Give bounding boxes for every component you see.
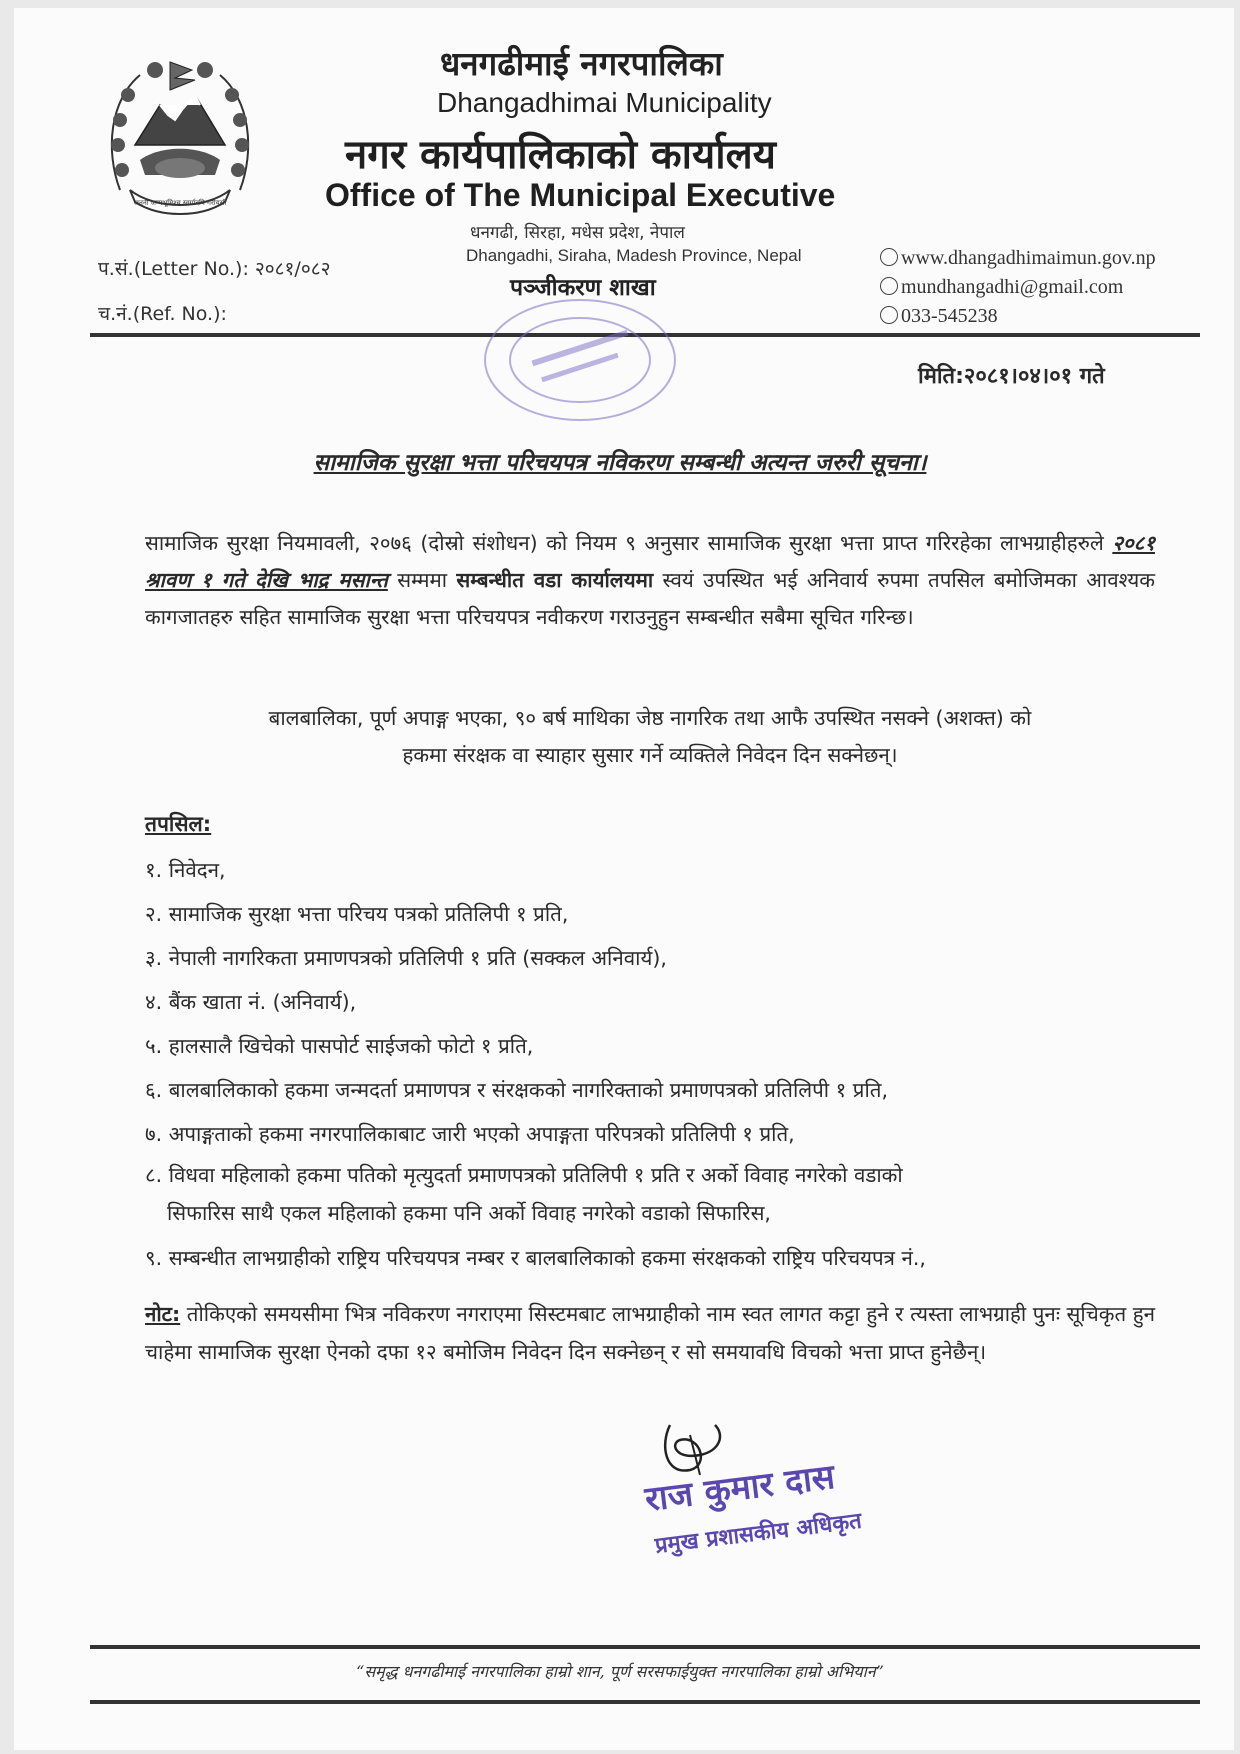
website-line: [880, 247, 1156, 270]
address-np: धनगढी, सिरहा, मधेस प्रदेश, नेपाल: [470, 223, 685, 243]
list-item: ३. नेपाली नागरिकता प्रमाणपत्रको प्रतिलिपी १ प्रति (सक्कल अनिवार्य),: [145, 946, 667, 970]
p1-ward-office: सम्बन्धीत वडा कार्यालयमा: [456, 568, 654, 592]
note-paragraph: [145, 1295, 1155, 1371]
phone-icon: [880, 306, 898, 324]
footer-divider-top: [90, 1645, 1200, 1649]
note-label: नोट:: [145, 1302, 181, 1326]
body-paragraph-1: [145, 525, 1155, 636]
branch-name: पञ्जीकरण शाखा: [510, 274, 656, 301]
list-item-8-line-1: ८. विधवा महिलाको हकमा पतिको मृत्युदर्ता प्रमाणपत्रको प्रतिलिपी १ प्रति र अर्को विवाह नगरेको वडाको: [145, 1163, 903, 1187]
reference-number: च.नं.(Ref. No.):: [98, 303, 227, 325]
list-item: १. निवेदन,: [145, 858, 226, 882]
office-stamp-icon: [470, 280, 690, 430]
p1-deadline: २०८१ श्रावण १ गते देखि भाद्र मसान्त: [145, 531, 1155, 592]
municipality-name-np: धनगढीमाई नगरपालिका: [440, 44, 723, 83]
list-item: [145, 1156, 1155, 1236]
p1-text-e: स्वयं उपस्थित भई अनिवार्य रुपमा तपसिल बमोजिमका आवश्यक कागजातहरु सहित सामाजिक सुरक्षा भत्ता परिचयपत्र नवीकरण गराउनुहुन सम्बन्धीत सबैमा सूचित गरिन्छ।: [145, 568, 1155, 629]
p2-line-2: हकमा संरक्षक वा स्याहार सुसार गर्ने व्यक्तिले निवेदन दिन सक्नेछन्।: [402, 743, 898, 767]
p2-line-1: बालबालिका, पूर्ण अपाङ्ग भएका, ९० बर्ष माथिका जेष्ठ नागरिक तथा आफै उपस्थित नसक्ने (अशक्त) को: [268, 706, 1032, 730]
body-paragraph-2: [145, 700, 1155, 774]
address-en: Dhangadhi, Siraha, Madesh Province, Nepal: [466, 246, 802, 265]
office-name-en: Office of The Municipal Executive: [325, 177, 836, 213]
email-text: mundhangadhi@gmail.com: [901, 276, 1124, 298]
phone-line: [880, 305, 998, 328]
phone-text: 033-545238: [901, 305, 998, 327]
email-icon: [880, 277, 898, 295]
svg-text:जननी जन्मभूमिश्च स्वर्गादपि गर: जननी जन्मभूमिश्च स्वर्गादपि गरीयसी: [133, 199, 227, 207]
footer-slogan: “समृद्ध धनगढीमाई नगरपालिका हाम्रो शान, पूर्ण सरसफाईयुक्त नगरपालिका हाम्रो अभियान”: [356, 1662, 884, 1681]
letter-number: प.सं.(Letter No.): २०८१/०८२: [98, 258, 331, 280]
office-name-np: नगर कार्यपालिकाको कार्यालय: [345, 131, 776, 178]
p1-text-c: सम्ममा: [387, 568, 457, 592]
email-line: [880, 276, 1123, 299]
list-heading: तपसिल:: [145, 812, 212, 836]
footer-divider-bottom: [90, 1700, 1200, 1704]
signatory-title: प्रमुख प्रशासकीय अधिकृत: [653, 1508, 864, 1559]
list-item: ६. बालबालिकाको हकमा जन्मदर्ता प्रमाणपत्र र संरक्षकको नागरिक्ताको प्रमाणपत्रको प्रतिलिपी १ प्रति,: [145, 1078, 888, 1102]
globe-icon: [880, 248, 898, 266]
list-item: २. सामाजिक सुरक्षा भत्ता परिचय पत्रको प्रतिलिपी १ प्रति,: [145, 902, 569, 926]
signatory-name: राज कुमार दास: [642, 1456, 837, 1520]
letter-date: मिति:२०८१।०४।०१ गते: [918, 364, 1105, 389]
list-item: ७. अपाङ्गताको हकमा नगरपालिकाबाट जारी भएको अपाङ्गता परिपत्रको प्रतिलिपी १ प्रति,: [145, 1122, 795, 1146]
website-text: www.dhangadhimaimun.gov.np: [901, 247, 1156, 269]
municipality-name-en: Dhangadhimai Municipality: [437, 87, 772, 118]
nepal-emblem-icon: [100, 50, 260, 220]
note-text: तोकिएको समयसीमा भित्र नविकरण नगराएमा सिस्टमबाट लाभग्राहीको नाम स्वत लागत कट्टा हुने र त्यस्ता लाभग्राही पुनः सूचिकृत हुन चाहेमा सामाजिक सुरक्षा ऐनको दफा १२ बमोजिम निवेदन दिन सक्नेछन् र सो समयावधि विचको भत्ता प्राप्त हुनेछैन्।: [145, 1302, 1155, 1364]
p1-text-a: सामाजिक सुरक्षा नियमावली, २०७६ (दोस्रो संशोधन) को नियम ९ अनुसार सामाजिक सुरक्षा भत्ता प्राप्त गरिरहेका लाभग्राहीहरुले: [145, 531, 1113, 555]
list-item: ९. सम्बन्धीत लाभग्राहीको राष्ट्रिय परिचयपत्र नम्बर र बालबालिकाको हकमा संरक्षकको राष्ट्रिय परिचयपत्र नं.,: [145, 1246, 926, 1270]
list-item: ५. हालसालै खिचेको पासपोर्ट साईजको फोटो १ प्रति,: [145, 1034, 534, 1058]
list-item: ४. बैंक खाता नं. (अनिवार्य),: [145, 990, 357, 1014]
list-item-8-line-2: सिफारिस साथै एकल महिलाको हकमा पनि अर्को विवाह नगरेको वडाको सिफारिस,: [167, 1201, 771, 1225]
notice-subject: सामाजिक सुरक्षा भत्ता परिचयपत्र नविकरण सम्बन्धी अत्यन्त जरुरी सूचना।: [313, 449, 927, 476]
requirements-list: [145, 848, 1155, 1280]
